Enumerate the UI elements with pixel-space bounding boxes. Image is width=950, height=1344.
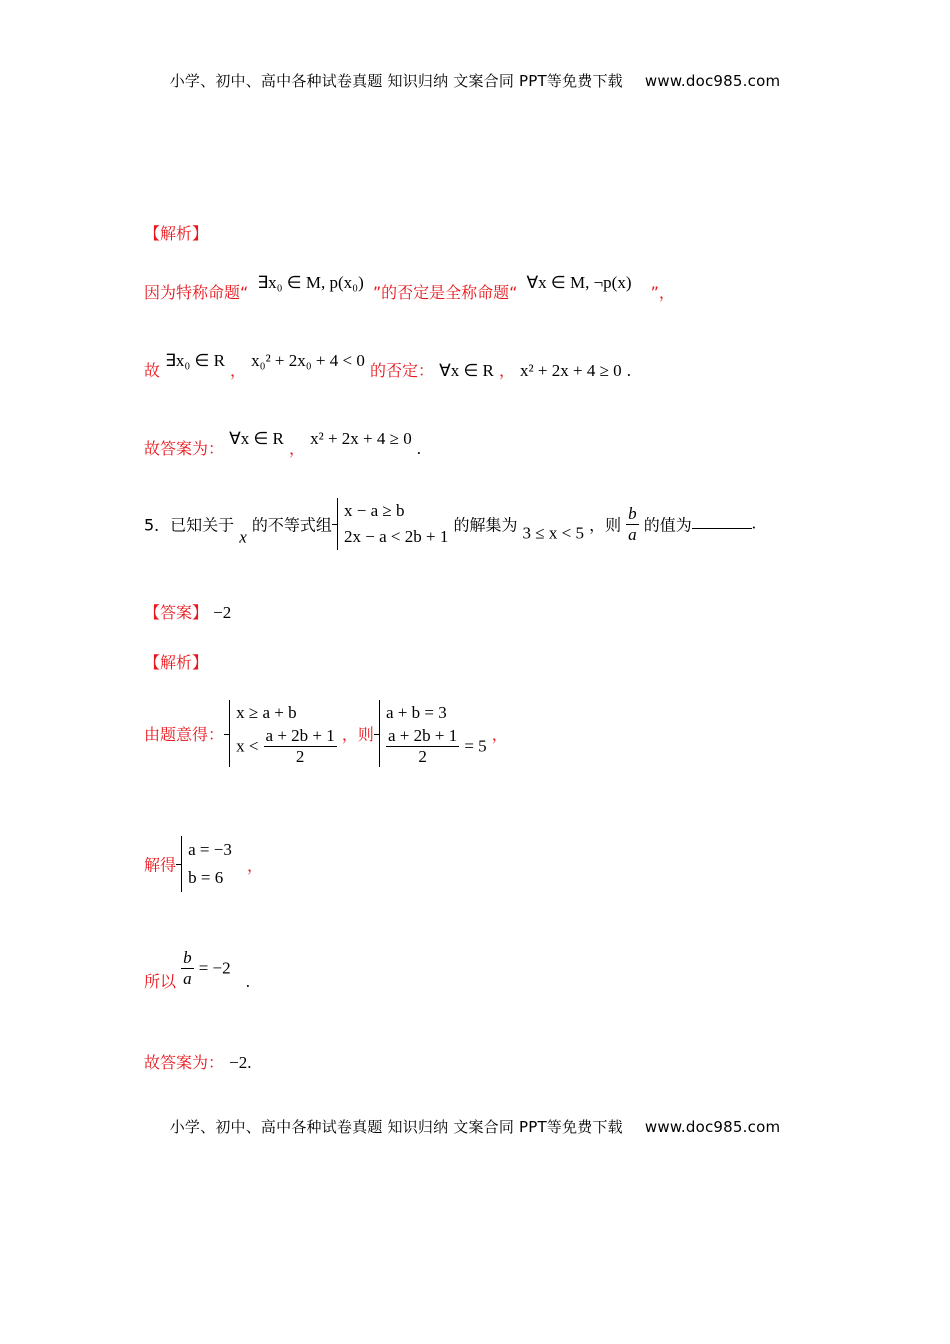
- system-a: x ≥ a + b x < $\frac{a + 2b + 1}{2}$: [229, 700, 337, 767]
- answer-inequality: x² + 2x + 4 ≥ 0: [310, 429, 412, 448]
- analysis1-line1: 因为特称命题“ ∃x₀ ∈ M, p(x₀) ”的否定是全称命题“ ∀x ∈ M, ¬p(x) ”，: [144, 273, 675, 302]
- fraction-b-over-a: $\frac{b}{a}$: [628, 503, 637, 544]
- answer-blank: [692, 514, 752, 529]
- analysis1-line3: 故答案为： ∀x ∈ R ， x² + 2x + 4 ≥ 0 .: [144, 429, 422, 458]
- analysis-label: 【解析】: [144, 224, 209, 243]
- final-answer: −2: [229, 1053, 248, 1072]
- analysis5-line3: 所以 $\frac{b}{a}$ = −2 .: [144, 948, 250, 991]
- banner-url: www.doc985.com: [644, 72, 781, 90]
- analysis1-line2: 故 ∃x₀ ∈ R ， x₀² + 2x₀ + 4 < 0 的否定： ∀x ∈ R ， x² + 2x + 4 ≥ 0 .: [144, 351, 631, 380]
- math-inequality-x: x² + 2x + 4 ≥ 0: [520, 361, 622, 380]
- footer-url: www.doc985.com: [644, 1118, 781, 1136]
- header-banner: [0, 70, 950, 91]
- math-forall-proposition: ∀x ∈ M, ¬p(x): [526, 273, 632, 292]
- system-b: a + b = 3 $\frac{a + 2b + 1}{2}$ = 5: [379, 700, 487, 767]
- math-forall-r: ∀x ∈ R: [439, 361, 494, 380]
- footer-banner: [0, 1116, 950, 1137]
- math-inequality-x0: x₀² + 2x₀ + 4 < 0: [251, 351, 365, 370]
- solution-range: 3 ≤ x < 5: [522, 523, 584, 543]
- answer-5: 【答案】 −2: [144, 603, 232, 622]
- analysis5-line1: 由题意得： x ≥ a + b x < $\frac{a + 2b + 1}{2}$ ，则 a + b = 3 $\frac{a + 2b + 1}{2}$ = 5 ，: [144, 700, 508, 767]
- solution-system: a = −3 b = 6: [181, 836, 232, 892]
- banner-text: 小学、初中、高中各种试卷真题 知识归纳 文案合同 PPT等免费下载: [169, 72, 623, 90]
- analysis5-line4: 故答案为： −2.: [144, 1053, 252, 1072]
- question-5: 5．已知关于 x 的不等式组 x − a ≥ b 2x − a < 2b + 1 的解集为 3 ≤ x < 5 ，则 $\frac{b}{a}$ 的值为 .: [144, 498, 756, 550]
- math-exists-r: ∃x₀ ∈ R: [165, 351, 225, 370]
- analysis5-label: 【解析】: [144, 653, 209, 672]
- inequality-system: x − a ≥ b 2x − a < 2b + 1: [337, 498, 448, 550]
- analysis5-line2: 解得 a = −3 b = 6 ，: [144, 836, 263, 892]
- footer-text: 小学、初中、高中各种试卷真题 知识归纳 文案合同 PPT等免费下载: [169, 1118, 623, 1136]
- math-exists-proposition: ∃x₀ ∈ M, p(x₀): [257, 273, 364, 292]
- answer-value: −2: [213, 603, 232, 622]
- answer-forall-r: ∀x ∈ R: [229, 429, 284, 448]
